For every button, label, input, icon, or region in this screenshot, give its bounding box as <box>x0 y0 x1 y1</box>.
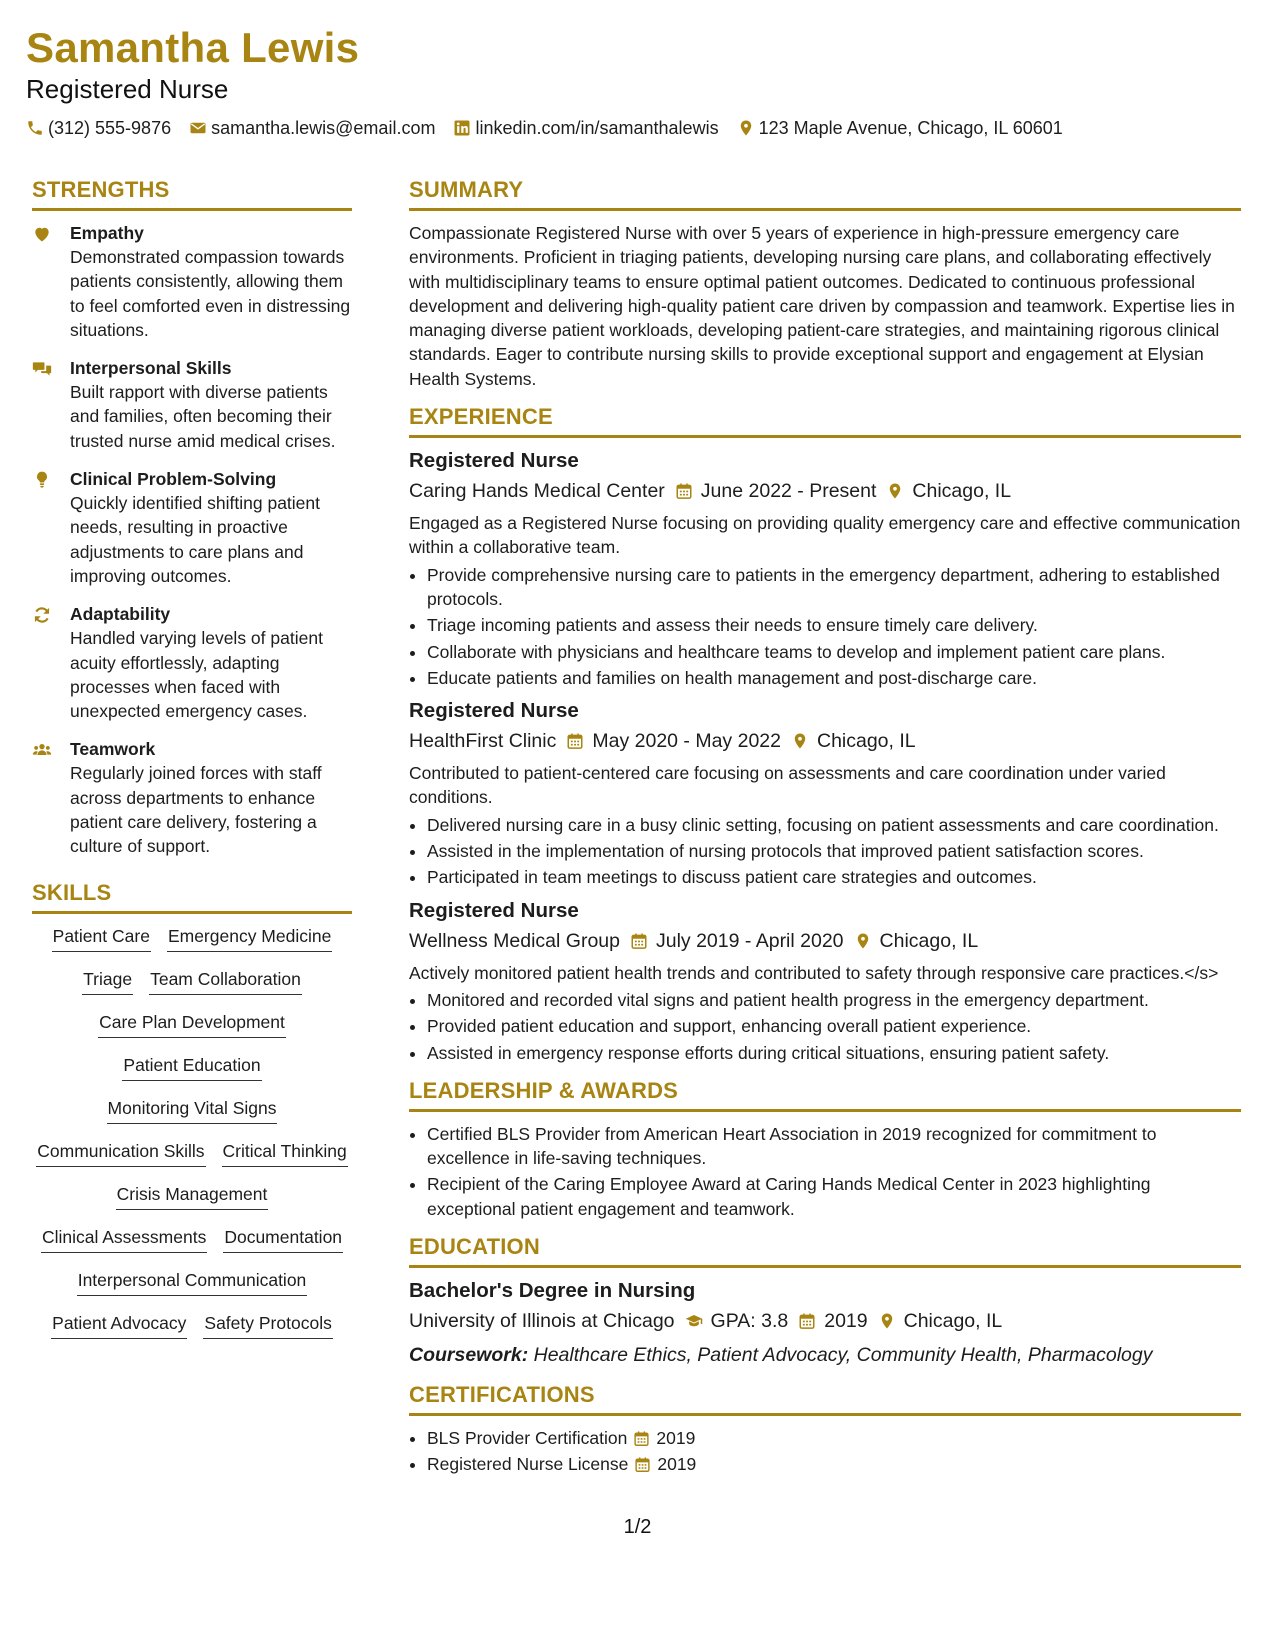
skill-tag: Documentation <box>223 1225 343 1253</box>
map-marker-icon <box>791 732 809 750</box>
job-entry <box>409 448 1241 690</box>
phone-icon <box>26 119 44 137</box>
job-company: HealthFirst Clinic <box>409 730 557 753</box>
job-description: Contributed to patient-centered care focusing on assessments and care coordination under varied conditions. <box>409 763 1166 808</box>
strength-desc: Regularly joined forces with staff across departments to enhance patient care delivery, fostering a culture of support. <box>70 763 322 857</box>
contact-phone <box>26 116 171 140</box>
coursework-line <box>409 1341 1241 1369</box>
skill-tag: Critical Thinking <box>222 1139 348 1167</box>
skill-tag: Safety Protocols <box>203 1311 332 1339</box>
skill-tag: Crisis Management <box>116 1182 269 1210</box>
job-bullet: • Assisted in the implementation of nursing protocols that improved patient satisfaction scores. <box>427 839 1241 863</box>
job-title: Registered Nurse <box>409 898 579 922</box>
job-location: Chicago, IL <box>816 730 916 753</box>
contact-bar <box>26 116 1249 140</box>
experience-heading: EXPERIENCE <box>409 403 1241 438</box>
strength-item <box>32 356 352 453</box>
job-title: Registered Nurse <box>409 449 579 473</box>
candidate-name: Samantha Lewis <box>26 24 360 71</box>
phone-text: (312) 555-9876 <box>48 118 172 138</box>
job-entry <box>409 698 1241 889</box>
contact-address <box>737 116 1063 140</box>
certification-list <box>409 1426 1241 1477</box>
linkedin-icon <box>453 119 471 137</box>
skill-tag: Patient Advocacy <box>51 1311 187 1339</box>
strength-item <box>32 737 352 858</box>
strength-title: Adaptability <box>70 604 171 625</box>
strength-title: Clinical Problem-Solving <box>70 469 277 490</box>
certification-name: • Registered Nurse License <box>427 1454 629 1475</box>
certification-year: 2019 <box>656 1428 696 1449</box>
job-title: Registered Nurse <box>409 699 579 723</box>
certifications-heading: CERTIFICATIONS <box>409 1381 1241 1416</box>
graduation-cap-icon <box>685 1312 703 1330</box>
envelope-icon <box>189 119 207 137</box>
calendar-icon <box>634 1456 651 1473</box>
job-bullet: • Monitored and recorded vital signs and patient health progress in the emergency department. <box>427 988 1241 1012</box>
map-marker-icon <box>737 119 755 137</box>
job-dates: June 2022 - Present <box>700 480 877 503</box>
contact-linkedin[interactable] <box>453 116 718 140</box>
strength-title: Teamwork <box>70 739 156 760</box>
strength-desc: Quickly identified shifting patient needs, resulting in proactive adjustments to care plans and improving outcomes. <box>70 493 320 586</box>
map-marker-icon <box>886 482 904 500</box>
job-location: Chicago, IL <box>879 929 979 952</box>
candidate-role: Registered Nurse <box>26 74 229 104</box>
job-meta <box>409 477 1241 505</box>
experience-section <box>409 403 1241 1065</box>
summary-text: Compassionate Registered Nurse with over 5 years of experience in high-pressure emergency care environments. Proficient in triaging patients, developing nursing care plans, and collaborating effectively with multidisciplinary teams to ensure optimal patient outcomes. Dedicated to continuous professional development and delivering high-quality patient care driven by compassion and teamwork. Expertise lies in managing diverse patient workloads, developing patient-care strategies, and maintaining rigorous clinical standards. Eager to contribute nursing skills to provide exceptional support and engagement at Elysian Health Systems. <box>409 223 1235 389</box>
strength-desc: Handled varying levels of patient acuity effortlessly, adapting processes when faced with unexpected emergency cases. <box>70 628 323 722</box>
leadership-heading: LEADERSHIP & AWARDS <box>409 1077 1241 1112</box>
skill-tag: Monitoring Vital Signs <box>107 1096 278 1124</box>
calendar-icon <box>566 732 584 750</box>
skills-list <box>32 924 352 1339</box>
job-bullet: • Educate patients and families on health management and post-discharge care. <box>427 666 1241 690</box>
job-bullets <box>409 813 1241 890</box>
left-column <box>32 176 352 1339</box>
education-heading: EDUCATION <box>409 1233 1241 1268</box>
heart-icon <box>32 224 52 244</box>
certification-name: • BLS Provider Certification <box>427 1428 628 1449</box>
job-dates: July 2019 - April 2020 <box>655 929 844 952</box>
calendar-icon <box>633 1430 650 1447</box>
job-meta <box>409 727 1241 755</box>
certifications-section <box>409 1381 1241 1477</box>
map-marker-icon <box>854 932 872 950</box>
comments-icon <box>32 359 52 379</box>
job-bullet: • Participated in team meetings to discuss patient care strategies and outcomes. <box>427 865 1241 889</box>
skills-heading: SKILLS <box>32 879 352 914</box>
school-name: University of Illinois at Chicago <box>409 1310 675 1333</box>
strength-item <box>32 602 352 723</box>
skill-tag: Team Collaboration <box>149 967 302 995</box>
job-entry <box>409 898 1241 1065</box>
job-description: Engaged as a Registered Nurse focusing on providing quality emergency care and effective communication within a collaborative team. <box>409 513 1241 558</box>
education-meta <box>409 1307 1241 1335</box>
skill-tag: Communication Skills <box>36 1139 205 1167</box>
linkedin-text[interactable]: linkedin.com/in/samanthalewis <box>475 118 719 138</box>
certification-year: 2019 <box>657 1454 697 1475</box>
email-text[interactable]: samantha.lewis@email.com <box>211 118 436 138</box>
job-bullets <box>409 563 1241 690</box>
strength-title: Empathy <box>70 223 144 243</box>
skill-tag: Triage <box>82 967 133 995</box>
strength-desc: Demonstrated compassion towards patients consistently, allowing them to feel comforted even in distressing situations. <box>70 247 351 340</box>
skill-tag: Clinical Assessments <box>41 1225 207 1253</box>
job-dates: May 2020 - May 2022 <box>592 730 781 753</box>
leadership-bullet: • Certified BLS Provider from American Heart Association in 2019 recognized for commitment to excellence in life-saving techniques. <box>427 1122 1241 1171</box>
education-location: Chicago, IL <box>903 1310 1003 1333</box>
lightbulb-icon <box>32 470 52 490</box>
summary-section <box>409 176 1241 391</box>
strengths-heading: STRENGTHS <box>32 176 352 211</box>
sync-icon <box>32 605 52 625</box>
map-marker-icon <box>878 1312 896 1330</box>
skill-tag: Patient Education <box>122 1053 261 1081</box>
degree-title: Bachelor's Degree in Nursing <box>409 1279 696 1303</box>
right-column <box>409 176 1241 1489</box>
skill-tag: Interpersonal Communication <box>77 1268 308 1296</box>
strength-desc: Built rapport with diverse patients and families, often becoming their trusted nurse amid medical crises. <box>70 382 336 451</box>
job-meta <box>409 927 1241 955</box>
skill-tag: Patient Care <box>52 924 151 952</box>
contact-email[interactable] <box>189 116 435 140</box>
job-bullet: • Provide comprehensive nursing care to patients in the emergency department, adhering to established protocols. <box>427 563 1241 612</box>
calendar-icon <box>630 932 648 950</box>
summary-heading: SUMMARY <box>409 176 1241 211</box>
education-section <box>409 1233 1241 1369</box>
coursework-label: Coursework: <box>409 1344 529 1367</box>
education-year: 2019 <box>824 1310 868 1333</box>
job-company: Wellness Medical Group <box>409 929 620 952</box>
users-icon <box>32 740 52 760</box>
leadership-bullets <box>409 1122 1241 1221</box>
job-bullet: • Triage incoming patients and assess their needs to ensure timely care delivery. <box>427 613 1241 637</box>
page-number: 1/2 <box>623 1516 652 1538</box>
strength-title: Interpersonal Skills <box>70 358 232 379</box>
job-location: Chicago, IL <box>912 480 1012 503</box>
certification-item <box>427 1452 1241 1476</box>
calendar-icon <box>798 1312 816 1330</box>
job-bullets <box>409 988 1241 1065</box>
leadership-bullet: • Recipient of the Caring Employee Award at Caring Hands Medical Center in 2023 highlighting exceptional patient engagement and teamwork. <box>427 1172 1241 1221</box>
skill-tag: Emergency Medicine <box>167 924 332 952</box>
job-bullet: • Delivered nursing care in a busy clinic setting, focusing on patient assessments and care coordination. <box>427 813 1241 837</box>
job-description: Actively monitored patient health trends and contributed to safety through responsive care practices.</s> <box>409 962 1219 983</box>
strength-item <box>32 221 352 342</box>
job-company: Caring Hands Medical Center <box>409 480 665 503</box>
job-bullet: • Provided patient education and support, enhancing overall patient experience. <box>427 1014 1241 1038</box>
calendar-icon <box>675 482 693 500</box>
gpa-text: GPA: 3.8 <box>710 1310 789 1333</box>
job-bullet: • Assisted in emergency response efforts during critical situations, ensuring patient safety. <box>427 1041 1241 1065</box>
coursework-text: Healthcare Ethics, Patient Advocacy, Community Health, Pharmacology <box>533 1344 1153 1367</box>
leadership-section <box>409 1077 1241 1221</box>
address-text: 123 Maple Avenue, Chicago, IL 60601 <box>758 118 1063 138</box>
strength-item <box>32 467 352 588</box>
resume-header <box>26 22 1249 140</box>
certification-item <box>427 1426 1241 1450</box>
skill-tag: Care Plan Development <box>98 1010 286 1038</box>
job-bullet: • Collaborate with physicians and healthcare teams to develop and implement patient care plans. <box>427 640 1241 664</box>
